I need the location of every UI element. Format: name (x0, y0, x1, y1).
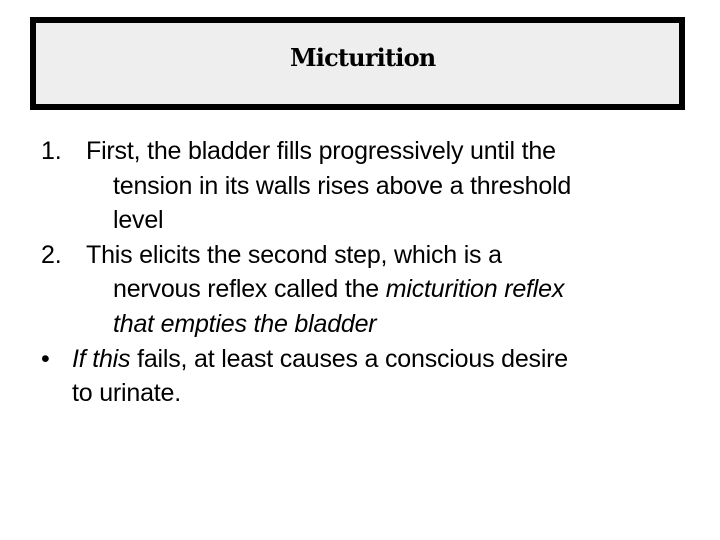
list-marker-2: 2. (41, 240, 62, 269)
list-item-1-line-2: tension in its walls rises above a threshold (113, 171, 572, 200)
list-item-3-line-2: to urinate. (72, 379, 181, 408)
list-item-2 (0, 238, 720, 342)
list-item-1-line-1: First, the bladder fills progressively until the (86, 137, 556, 165)
slide-body (0, 134, 720, 411)
list-item-1 (0, 134, 720, 238)
list-item-2-line-1: This elicits the second step, which is a (86, 240, 502, 269)
title-box (30, 17, 685, 110)
slide-title: Micturition (290, 43, 436, 72)
list-item-2-line-2 (113, 272, 720, 307)
list-item-1-line-3: level (113, 206, 164, 235)
list-item-3-line-1-text: fails, at least causes a conscious desire (130, 344, 569, 373)
list-item-2-italic-term: micturition reflex (385, 275, 565, 304)
list-item-3-line-1 (72, 342, 720, 377)
list-item-3-italic-lead: If this (72, 344, 131, 373)
bullet-marker: • (41, 344, 50, 373)
list-item-2-line-2-text: nervous reflex called the (113, 275, 386, 304)
list-marker-1: 1. (41, 137, 62, 165)
list-item-2-line-3: that empties the bladder (113, 309, 377, 338)
list-item-3 (0, 342, 720, 411)
